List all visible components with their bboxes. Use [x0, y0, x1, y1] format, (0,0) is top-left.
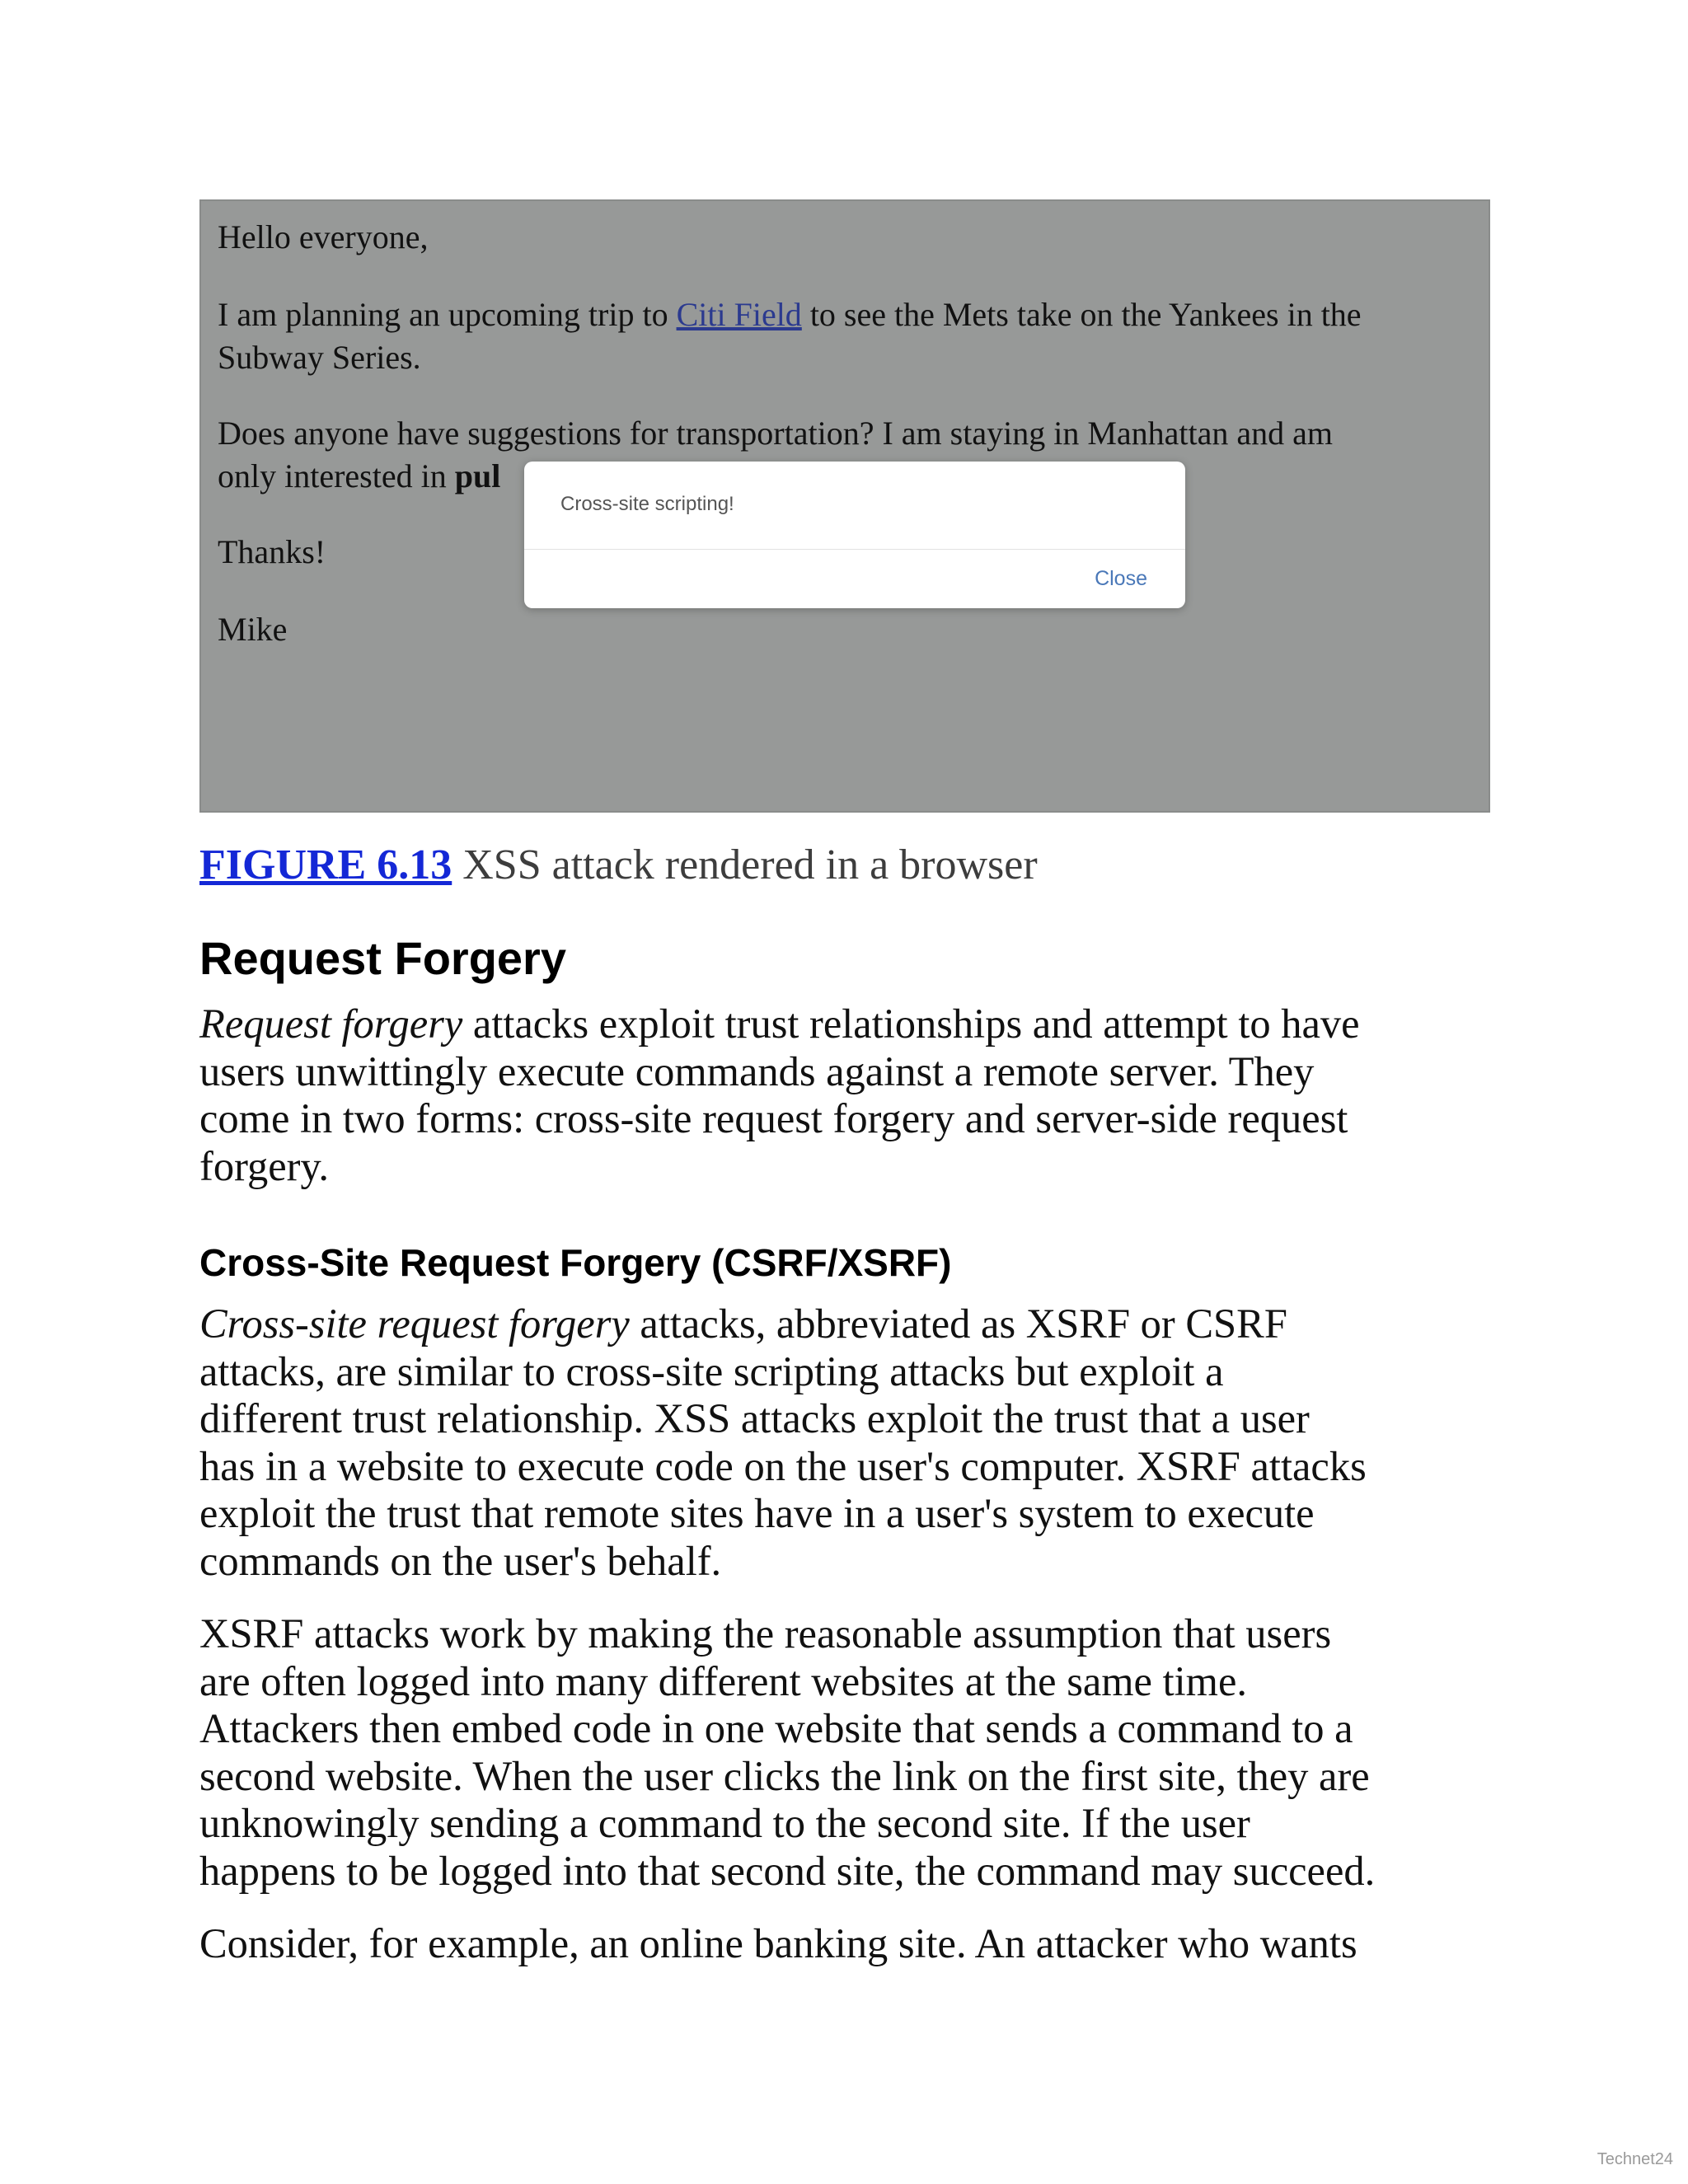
alert-close-button[interactable]: Close: [1095, 567, 1147, 590]
paragraph-line: unknowingly sending a command to the second site. If the user: [199, 1800, 1250, 1846]
paragraph-line: [199, 1001, 1510, 1048]
figure-caption-text: XSS attack rendered in a browser: [452, 841, 1038, 888]
figure-screenshot: [199, 199, 1490, 813]
figure-paragraph-trip-text: I am planning an upcoming trip to: [218, 296, 677, 333]
csrf-paragraph-1: [199, 1301, 1510, 1585]
paragraph-line: come in two forms: cross-site request forgery and server-side request: [199, 1095, 1348, 1141]
figure-greeting: Hello everyone,: [218, 218, 429, 255]
figure-paragraph-trip: [218, 293, 1470, 379]
paragraph-text: attacks, abbreviated as XSRF or CSRF: [629, 1301, 1287, 1347]
figure-paragraph-trip-text: Subway Series.: [218, 339, 421, 376]
alert-message: Cross-site scripting!: [560, 493, 734, 515]
paragraph-line: happens to be logged into that second site, the command may succeed.: [199, 1847, 1376, 1894]
paragraph-line: users unwittingly execute commands against a remote server. They: [199, 1047, 1315, 1094]
paragraph-line: second website. When the user clicks the link on the first site, they are: [199, 1752, 1370, 1799]
paragraph-line: exploit the trust that remote sites have in a user's system to execute: [199, 1490, 1315, 1536]
figure-paragraph-trip-text: to see the Mets take on the Yankees in the: [801, 296, 1362, 333]
section-heading-request-forgery: Request Forgery: [199, 932, 566, 984]
paragraph-line: [199, 1301, 1510, 1348]
alert-divider: [524, 549, 1185, 550]
request-forgery-paragraph: [199, 1001, 1510, 1190]
paragraph-line: are often logged into many different websites at the same time.: [199, 1657, 1247, 1704]
paragraph-line: XSRF attacks work by making the reasonable assumption that users: [199, 1610, 1332, 1657]
figure-signature: Mike: [218, 611, 288, 648]
term-request-forgery: Request forgery: [199, 1001, 463, 1047]
paragraph-line: forgery.: [199, 1142, 330, 1189]
paragraph-line: attacks, are similar to cross-site scripting attacks but exploit a: [199, 1347, 1224, 1394]
figure-paragraph-transport-text: Does anyone have suggestions for transportation? I am staying in Manhattan and am: [218, 415, 1333, 452]
figure-thanks: Thanks!: [218, 533, 326, 570]
paragraph-line: has in a website to execute code on the user's computer. XSRF attacks: [199, 1442, 1367, 1489]
term-cross-site-request-forgery: Cross-site request forgery: [199, 1301, 630, 1347]
paragraph-line: commands on the user's behalf.: [199, 1537, 722, 1584]
section-heading-csrf: Cross-Site Request Forgery (CSRF/XSRF): [199, 1241, 952, 1284]
paragraph-text: attacks exploit trust relationships and attempt to have: [462, 1001, 1360, 1047]
figure-caption: [199, 839, 1038, 892]
figure-paragraph-transport-text: only interested in: [218, 457, 455, 494]
csrf-paragraph-2: [199, 1610, 1510, 1895]
csrf-paragraph-3: [199, 1920, 1510, 1968]
citi-field-link[interactable]: Citi Field: [676, 296, 802, 333]
paragraph-line: Attackers then embed code in one website that sends a command to a: [199, 1705, 1353, 1751]
figure-bold-text: pul: [454, 457, 501, 494]
figure-reference-link[interactable]: FIGURE 6.13: [199, 841, 452, 888]
watermark: Technet24: [1597, 2150, 1673, 2168]
alert-dialog: [524, 462, 1185, 608]
paragraph-line: different trust relationship. XSS attacks exploit the trust that a user: [199, 1395, 1310, 1441]
paragraph-line: Consider, for example, an online banking site. An attacker who wants: [199, 1920, 1357, 1966]
